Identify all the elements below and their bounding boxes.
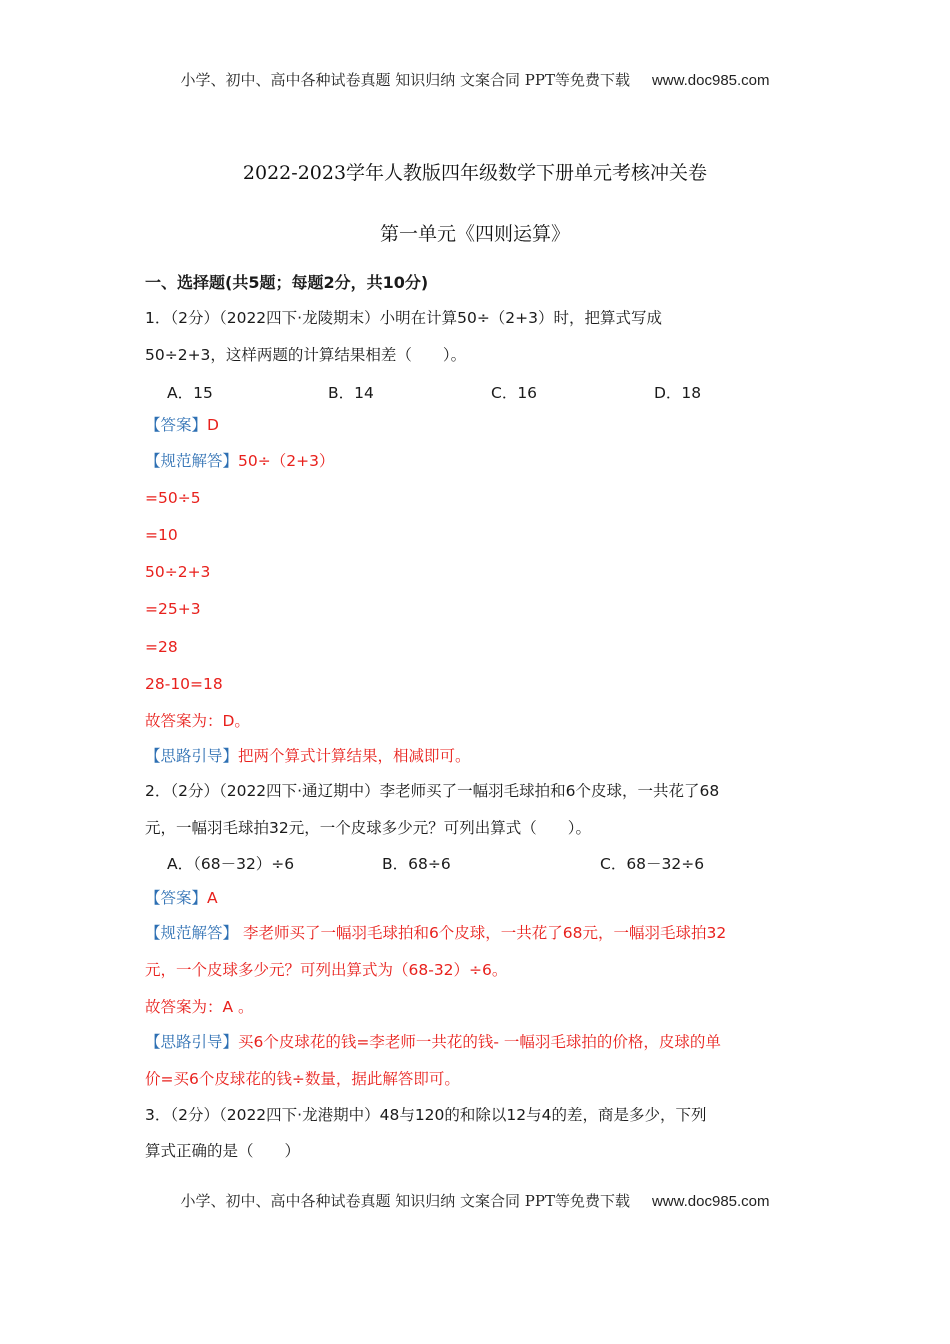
q2-solution-label: 【规范解答】 (145, 924, 239, 942)
q1-solution-step: 50÷2+3 (145, 563, 211, 581)
q1-answer-value: D (207, 416, 219, 434)
q1-solution-first: 50÷（2+3） (238, 452, 335, 470)
q1-answer-label: 【答案】 (145, 416, 208, 434)
header-site-link[interactable]: www.doc985.com (651, 72, 770, 89)
q2-answer-label: 【答案】 (145, 889, 208, 907)
q2-option-b: B．68÷6 (382, 855, 451, 873)
page-title: 2022-2023学年人教版四年级数学下册单元考核冲关卷 (242, 162, 708, 184)
q1-hint-text: 把两个算式计算结果，相减即可。 (238, 747, 471, 765)
q1-solution (145, 450, 334, 472)
q1-option-b: B．14 (328, 384, 374, 402)
q1-hint (145, 745, 471, 767)
q2-hint-text: 买6个皮球花的钱=李老师一共花的钱- 一幅羽毛球拍的价格，皮球的单 (238, 1033, 721, 1051)
q1-solution-step: =50÷5 (145, 489, 201, 507)
q1-solution-step: =10 (145, 526, 178, 544)
q1-option-c: C．16 (491, 384, 538, 402)
q2-solution-text: 李老师买了一幅羽毛球拍和6个皮球，一共花了68元，一幅羽毛球拍32 (238, 924, 727, 942)
section-heading: 一、选择题(共5题；每题2分，共10分) (145, 273, 429, 292)
q1-stem-line2: 50÷2+3，这样两题的计算结果相差（ ）。 (145, 346, 467, 364)
q2-stem-line1: 2．（2分）（2022四下·通辽期中）李老师买了一幅羽毛球拍和6个皮球，一共花了68 (145, 782, 720, 800)
q2-stem-line2: 元，一幅羽毛球拍32元，一个皮球多少元？可列出算式（ ）。 (145, 819, 591, 837)
q1-option-d: D．18 (654, 384, 702, 402)
q2-conclusion: 故答案为：A 。 (145, 998, 254, 1016)
q2-option-c: C．68－32÷6 (600, 855, 705, 873)
q2-answer-value: A (207, 889, 218, 907)
q2-answer (145, 887, 218, 909)
page-subtitle: 第一单元《四则运算》 (379, 223, 570, 245)
q2-hint-line1 (145, 1031, 721, 1053)
q2-solution-line1 (145, 922, 726, 944)
q1-hint-label: 【思路引导】 (145, 747, 239, 765)
q2-hint-label: 【思路引导】 (145, 1033, 239, 1051)
footer-text: 小学、初中、高中各种试卷真题 知识归纳 文案合同 PPT等免费下载 (180, 1192, 630, 1210)
q1-option-a: A．15 (167, 384, 213, 402)
page-footer (0, 1190, 950, 1211)
q1-solution-step: 28-10=18 (145, 675, 223, 693)
q1-solution-step: =25+3 (145, 600, 201, 618)
header-text: 小学、初中、高中各种试卷真题 知识归纳 文案合同 PPT等免费下载 (180, 71, 630, 89)
page-header (0, 69, 950, 90)
q1-solution-label: 【规范解答】 (145, 452, 239, 470)
q1-answer (145, 414, 219, 436)
q1-stem-line1: 1．（2分）（2022四下·龙陵期末）小明在计算50÷（2+3）时，把算式写成 (145, 309, 663, 327)
q2-hint-line2: 价=买6个皮球花的钱÷数量，据此解答即可。 (145, 1070, 460, 1088)
q2-solution-line2: 元，一个皮球多少元？可列出算式为（68-32）÷6。 (145, 961, 508, 979)
q2-option-a: A．（68－32）÷6 (167, 855, 295, 873)
q1-solution-step: =28 (145, 638, 178, 656)
q3-stem-line2: 算式正确的是（ ） (145, 1142, 301, 1160)
q1-conclusion: 故答案为：D。 (145, 712, 250, 730)
footer-site-link[interactable]: www.doc985.com (651, 1193, 770, 1210)
q3-stem-line1: 3．（2分）（2022四下·龙港期中）48与120的和除以12与4的差，商是多少，下列 (145, 1106, 707, 1124)
